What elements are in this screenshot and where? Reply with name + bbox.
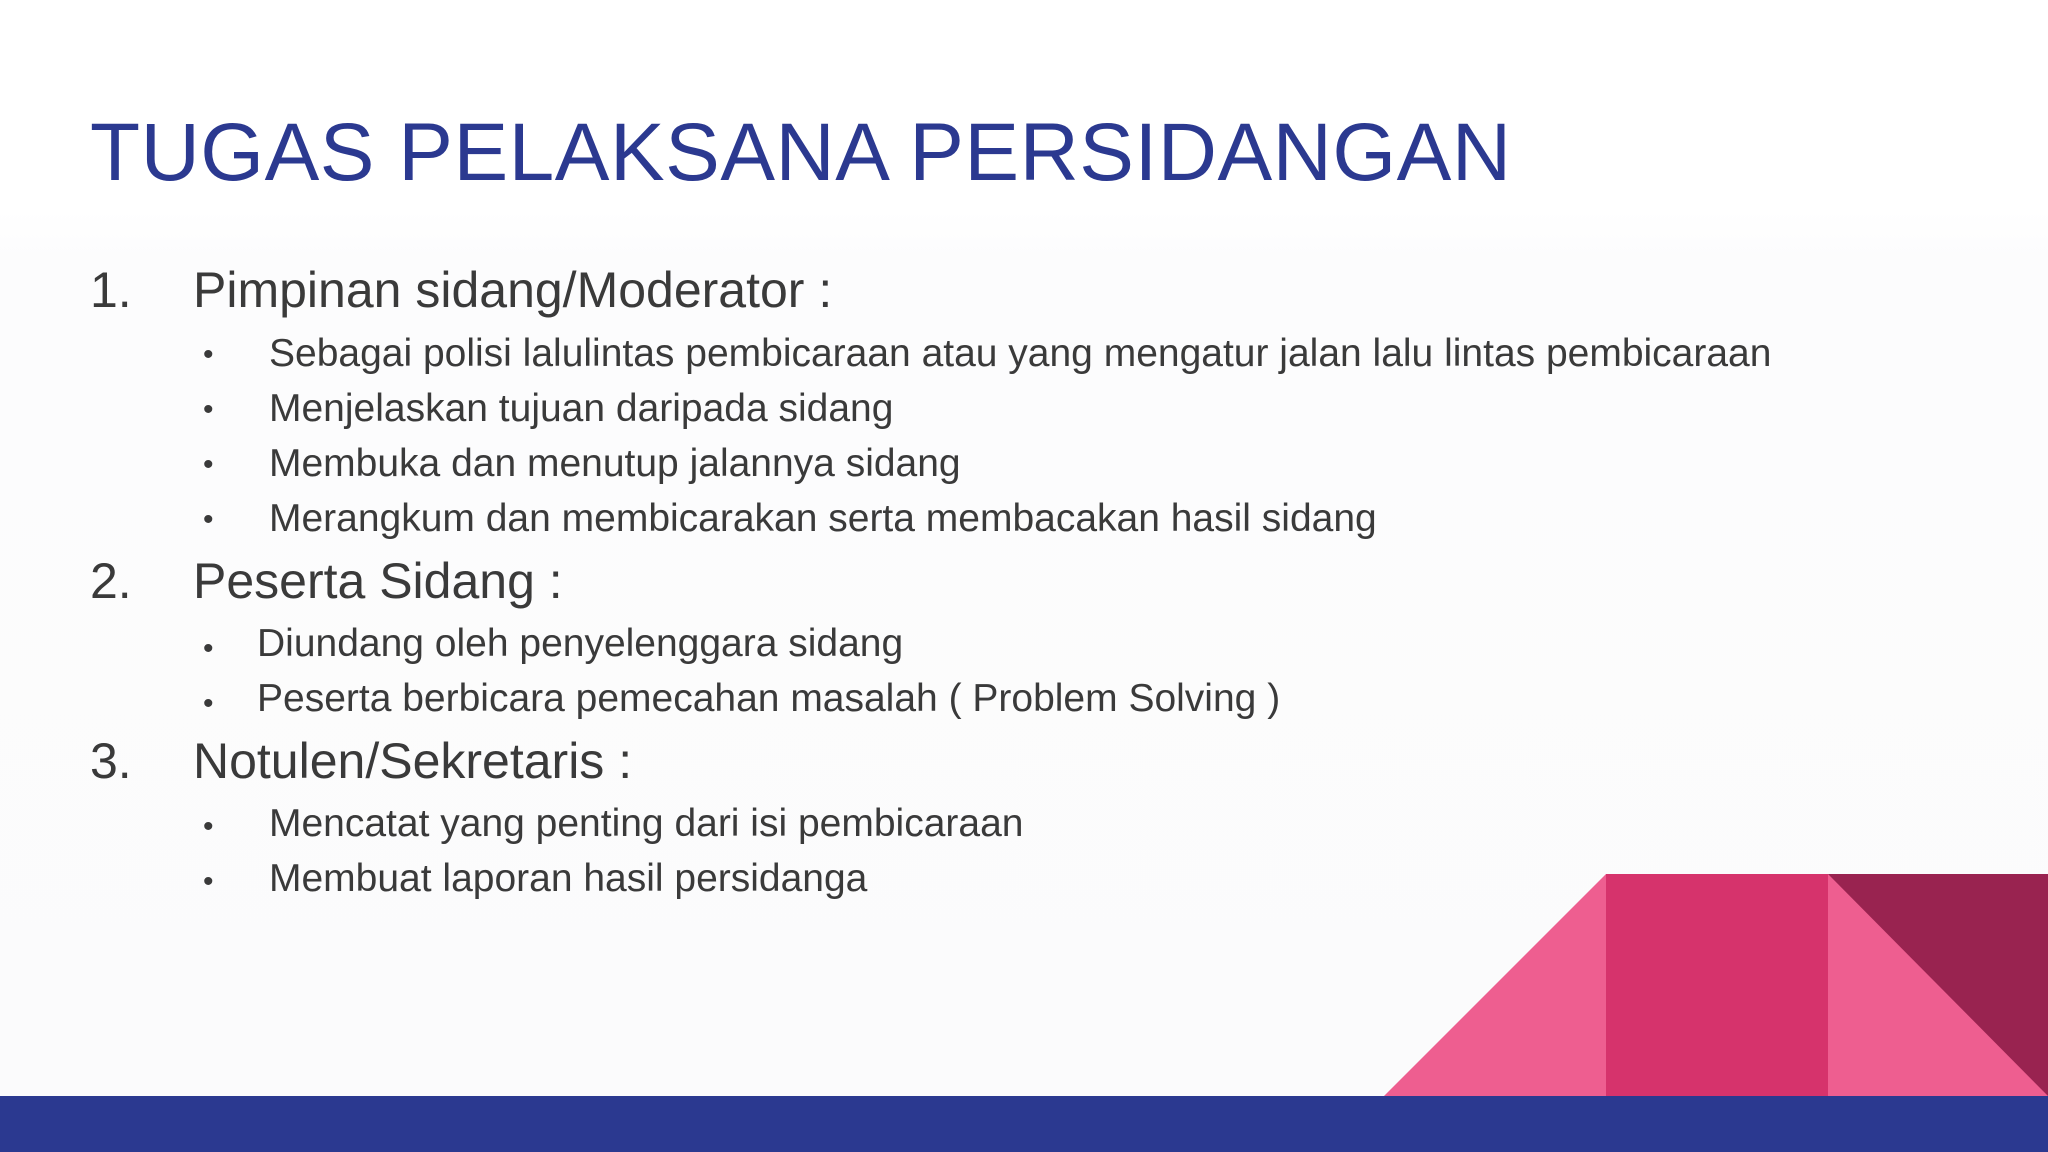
- section-number: 2.: [90, 553, 132, 609]
- section-number: 1.: [90, 262, 132, 318]
- list-item: Membuat laporan hasil persidanga: [269, 857, 868, 900]
- list-item: Sebagai polisi lalulintas pembicaraan atau yang mengatur jalan lalu lintas pembicaraan: [269, 332, 1772, 375]
- pink-square-right: [1828, 874, 2048, 1096]
- list-item: Membuka dan menutup jalannya sidang: [269, 442, 961, 485]
- maroon-triangle: [1828, 874, 2048, 1096]
- footer-bar: [0, 1096, 2048, 1152]
- section-number: 3.: [90, 733, 132, 789]
- list-item: Merangkum dan membicarakan serta membacakan hasil sidang: [269, 497, 1377, 540]
- bullet-icon: •: [203, 632, 214, 665]
- bullet-icon: •: [203, 503, 214, 536]
- slide-title: TUGAS PELAKSANA PERSIDANGAN: [90, 107, 1512, 198]
- pink-triangle-left: [1384, 874, 1606, 1096]
- bullet-icon: •: [203, 687, 214, 720]
- section-heading: Peserta Sidang :: [193, 553, 563, 609]
- list-item: Menjelaskan tujuan daripada sidang: [269, 387, 894, 430]
- bullet-icon: •: [203, 865, 214, 898]
- pink-square-mid: [1606, 874, 1828, 1096]
- bullet-icon: •: [203, 810, 214, 843]
- bullet-icon: •: [203, 393, 214, 426]
- section-heading: Notulen/Sekretaris :: [193, 733, 633, 789]
- list-item: Peserta berbicara pemecahan masalah ( Problem Solving ): [257, 677, 1281, 720]
- list-item: Diundang oleh penyelenggara sidang: [257, 622, 904, 665]
- list-item: Mencatat yang penting dari isi pembicaraan: [269, 802, 1024, 845]
- section-heading: Pimpinan sidang/Moderator :: [193, 262, 833, 318]
- bullet-icon: •: [203, 448, 214, 481]
- bullet-icon: •: [203, 338, 214, 371]
